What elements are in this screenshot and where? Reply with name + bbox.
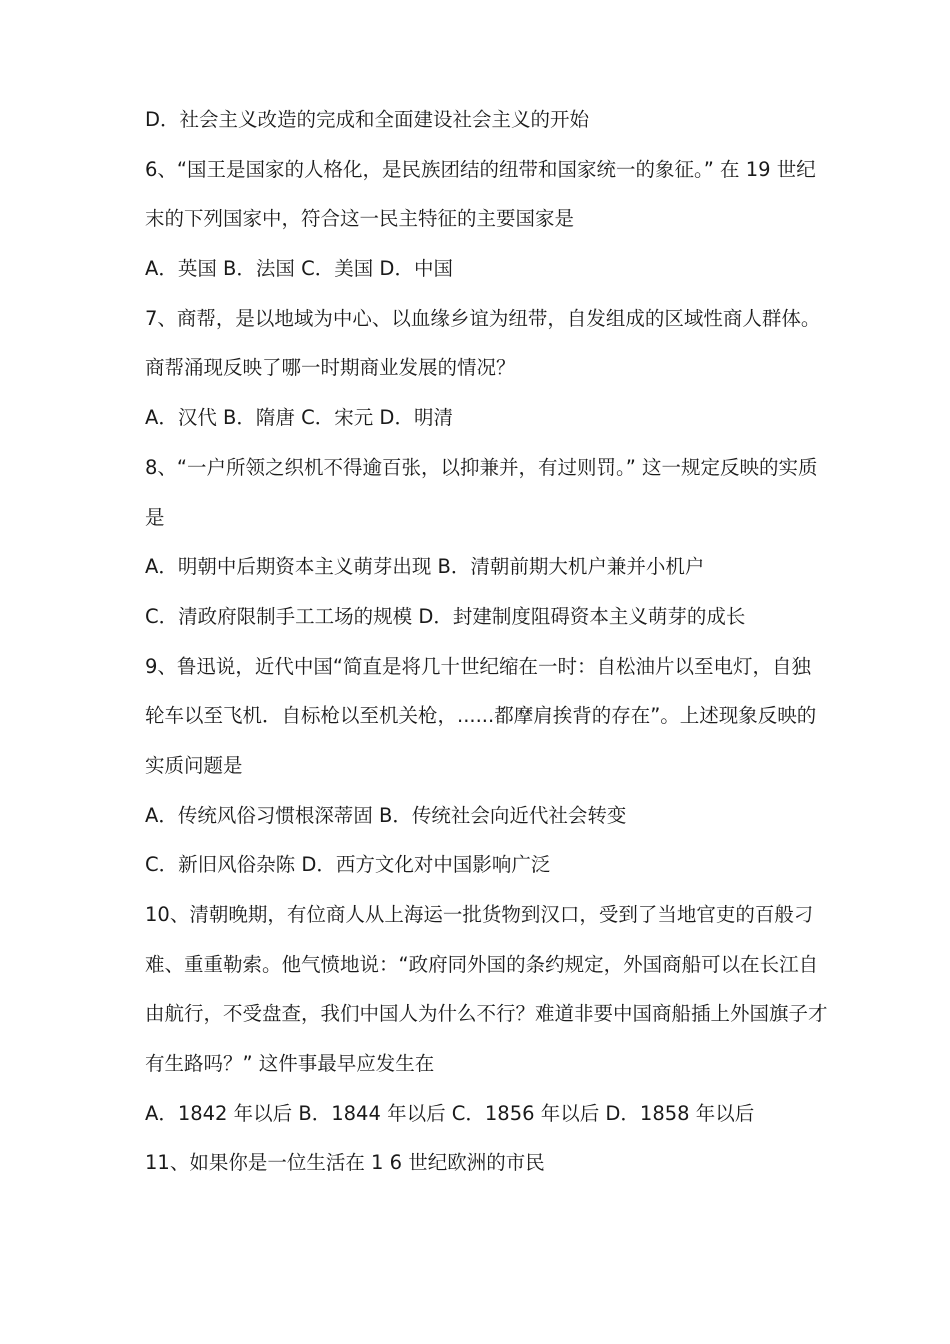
question-9-line-1: 9、鲁迅说，近代中国“简直是将几十世纪缩在一时：自松油片以至电灯，自独 (145, 654, 812, 678)
question-7-line-2: 商帮涌现反映了哪一时期商业发展的情况？ (145, 356, 516, 380)
option-line-d: D．社会主义改造的完成和全面建设社会主义的开始 (145, 108, 590, 131)
question-6-options: A．英国 B．法国 C．美国 D．中国 (145, 257, 453, 281)
question-10-line-1: 10、清朝晚期，有位商人从上海运一批货物到汉口，受到了当地官吏的百般刁 (145, 903, 814, 926)
question-7-options: A．汉代 B．隋唐 C．宋元 D．明清 (145, 406, 453, 430)
document-body (145, 102, 828, 1195)
question-11-line-1: 11、如果你是一位生活在 1 6 世纪欧洲的市民 (145, 1151, 545, 1175)
question-6-line-1: 6、“国王是国家的人格化，是民族团结的纽带和国家统一的象征。” 在 19 世纪 (145, 157, 816, 181)
question-10-options: A．1842 年以后 B．1844 年以后 C．1856 年以后 D．1858 年以后 (145, 1101, 755, 1125)
question-9-options-cd: C．新旧风俗杂陈 D．西方文化对中国影响广泛 (145, 853, 551, 877)
question-9-options-ab: A．传统风俗习惯根深蒂固 B．传统社会向近代社会转变 (145, 803, 627, 827)
question-9-line-3: 实质问题是 (145, 753, 243, 777)
question-10-line-4: 有生路吗？” 这件事最早应发生在 (145, 1052, 435, 1076)
question-8-options-cd: C．清政府限制手工工场的规模 D．封建制度阻碍资本主义萌芽的成长 (145, 604, 746, 628)
question-7-line-1: 7、商帮，是以地域为中心、以血缘乡谊为纽带，自发组成的区域性商人群体。 (145, 306, 821, 330)
question-8-line-1: 8、“一户所领之织机不得逾百张，以抑兼并，有过则罚。” 这一规定反映的实质 (145, 455, 818, 479)
question-10-line-2: 难、重重勒索。他气愤地说：“政府同外国的条约规定，外国商船可以在长江自 (145, 952, 819, 976)
question-8-options-ab: A．明朝中后期资本主义萌芽出现 B．清朝前期大机户兼并小机户 (145, 555, 705, 579)
question-8-line-2: 是 (145, 505, 165, 529)
question-10-line-3: 由航行，不受盘查，我们中国人为什么不行？难道非要中国商船插上外国旗子才 (145, 1002, 828, 1026)
question-9-line-2: 轮车以至飞机．自标枪以至机关枪，......都摩肩挨背的存在”。上述现象反映的 (145, 704, 817, 728)
question-6-line-2: 末的下列国家中，符合这一民主特征的主要国家是 (145, 207, 575, 231)
